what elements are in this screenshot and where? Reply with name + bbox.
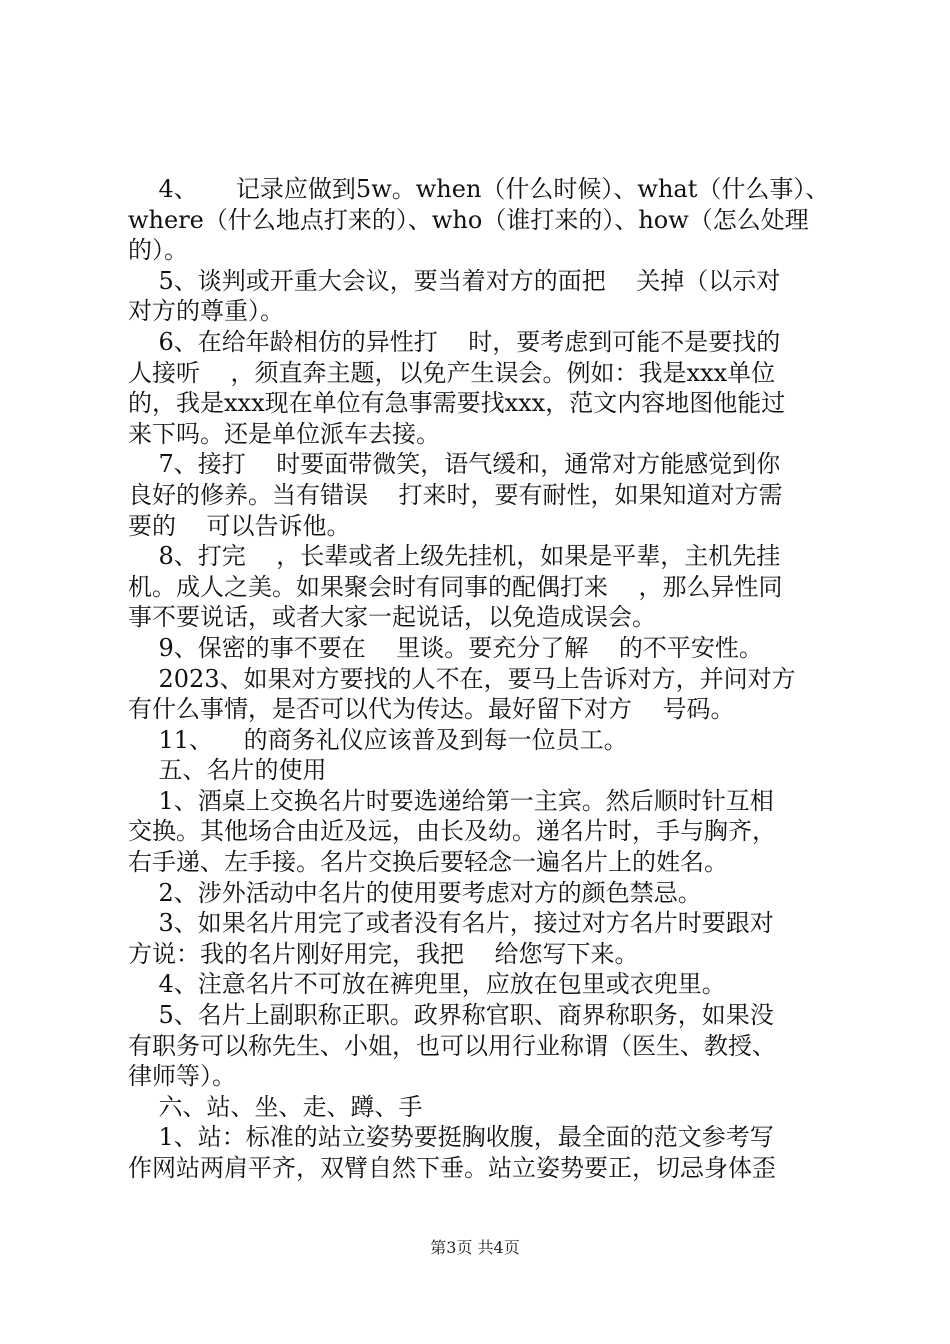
text-line: 有什么事情，是否可以代为传达。最好留下对方 号码。	[128, 695, 735, 724]
document-body	[128, 174, 834, 1184]
text-line: 交换。其他场合由近及远，由长及幼。递名片时，手与胸齐，	[128, 817, 776, 846]
text-line: 对方的尊重）。	[128, 297, 284, 326]
text-line: 1、站：标准的站立姿势要挺胸收腹，最全面的范文参考写	[128, 1123, 774, 1152]
section-heading: 五、名片的使用	[128, 756, 327, 785]
text-line: 作网站两肩平齐，双臂自然下垂。站立姿势要正，切忌身体歪	[128, 1154, 776, 1182]
text-line: 事不要说话，或者大家一起说话，以免造成误会。	[128, 603, 656, 632]
text-line: 的，我是xxx现在单位有急事需要找xxx，范文内容地图他能过	[128, 389, 786, 418]
text-line: 2、涉外活动中名片的使用要考虑对方的颜色禁忌。	[128, 878, 702, 907]
text-line: 3、如果名片用完了或者没有名片，接过对方名片时要跟对	[128, 909, 774, 938]
text-line: 的）。	[128, 236, 188, 265]
text-line: 5、名片上副职称正职。政界称官职、商界称职务，如果没	[128, 1001, 774, 1030]
text-line: where（什么地点打来的）、who（谁打来的）、how（怎么处理	[128, 205, 809, 234]
text-line: 8、打完 ，长辈或者上级先挂机，如果是平辈，主机先挂	[128, 542, 781, 571]
text-line: 右手递、左手接。名片交换后要轻念一遍名片上的姓名。	[128, 848, 728, 877]
text-line: 方说：我的名片刚好用完，我把 给您写下来。	[128, 939, 639, 968]
text-line: 律师等）。	[128, 1062, 236, 1091]
text-line: 4、注意名片不可放在裤兜里，应放在包里或衣兜里。	[128, 970, 726, 999]
section-heading: 六、站、坐、走、蹲、手	[128, 1092, 423, 1121]
text-line: 9、保密的事不要在 里谈。要充分了解 的不平安性。	[128, 633, 763, 662]
text-line: 7、接打 时要面带微笑，语气缓和，通常对方能感觉到你	[128, 450, 781, 479]
text-line: 5、谈判或开重大会议，要当着对方的面把 关掉（以示对	[128, 266, 781, 295]
text-line: 4、 记录应做到5w。when（什么时候）、what（什么事）、	[128, 175, 830, 203]
text-line: 良好的修养。当有错误 打来时，要有耐性，如果知道对方需	[128, 480, 783, 509]
text-line: 2023、如果对方要找的人不在，要马上告诉对方，并问对方	[128, 664, 796, 693]
text-line: 机。成人之美。如果聚会时有同事的配偶打来 ，那么异性同	[128, 572, 783, 601]
page-number: 第3页 共4页	[430, 1238, 520, 1257]
text-line: 6、在给年龄相仿的异性打 时，要考虑到可能不是要找的	[128, 327, 781, 356]
text-line: 11、 的商务礼仪应该普及到每一位员工。	[128, 725, 628, 754]
text-line: 要的 可以告诉他。	[128, 511, 351, 540]
text-line: 1、酒桌上交换名片时要选递给第一主宾。然后顺时针互相	[128, 786, 774, 815]
text-line: 有职务可以称先生、小姐，也可以用行业称谓（医生、教授、	[128, 1031, 776, 1060]
text-line: 来下吗。还是单位派车去接。	[128, 419, 440, 448]
text-line: 人接听 ，须直奔主题，以免产生误会。例如：我是xxx单位	[128, 358, 776, 387]
